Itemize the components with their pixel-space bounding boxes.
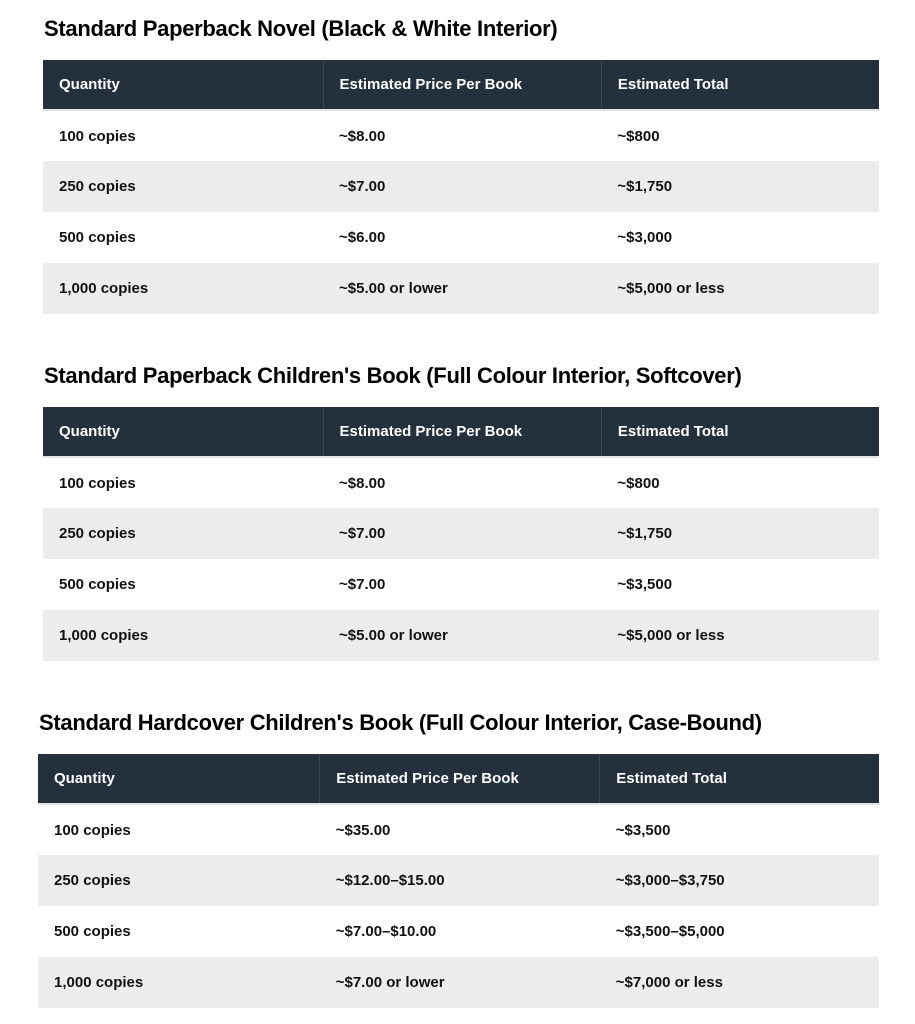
table-row (43, 212, 879, 263)
column-header-quantity: Quantity (43, 407, 323, 457)
cell-price-per-book: ~$5.00 or lower (323, 263, 601, 314)
column-header-total: Estimated Total (601, 60, 879, 110)
cell-total: ~$3,000 (601, 212, 879, 263)
column-header-quantity: Quantity (43, 60, 323, 110)
table-row (43, 559, 879, 610)
cell-total: ~$3,500 (600, 804, 879, 855)
cell-price-per-book: ~$7.00–$10.00 (320, 906, 600, 957)
table-row (43, 508, 879, 559)
cell-price-per-book: ~$7.00 (323, 508, 601, 559)
pricing-table (38, 754, 879, 1008)
cell-quantity: 100 copies (43, 110, 323, 161)
cell-total: ~$7,000 or less (600, 957, 879, 1008)
cell-total: ~$1,750 (601, 161, 879, 212)
section-title: Standard Paperback Novel (Black & White Interior) (44, 16, 558, 41)
column-header-price-per-book: Estimated Price Per Book (323, 60, 601, 110)
cell-quantity: 100 copies (43, 457, 323, 508)
section-title: Standard Paperback Children's Book (Full Colour Interior, Softcover) (44, 363, 742, 388)
cell-price-per-book: ~$7.00 (323, 161, 601, 212)
cell-total: ~$5,000 or less (601, 610, 879, 661)
table-row (43, 263, 879, 314)
table-row (43, 161, 879, 212)
cell-price-per-book: ~$8.00 (323, 457, 601, 508)
pricing-section-hardcover-childrens-book (38, 709, 879, 1008)
cell-price-per-book: ~$7.00 (323, 559, 601, 610)
table-header-row (43, 407, 879, 457)
cell-price-per-book: ~$5.00 or lower (323, 610, 601, 661)
cell-total: ~$800 (601, 457, 879, 508)
pricing-table (43, 60, 879, 314)
table-row (43, 610, 879, 661)
section-title: Standard Hardcover Children's Book (Full Colour Interior, Case-Bound) (39, 710, 762, 735)
cell-quantity: 250 copies (43, 161, 323, 212)
cell-total: ~$800 (601, 110, 879, 161)
cell-total: ~$3,500 (601, 559, 879, 610)
column-header-quantity: Quantity (38, 754, 320, 804)
column-header-total: Estimated Total (600, 754, 879, 804)
cell-total: ~$5,000 or less (601, 263, 879, 314)
cell-quantity: 1,000 copies (43, 610, 323, 661)
cell-price-per-book: ~$35.00 (320, 804, 600, 855)
table-header-row (38, 754, 879, 804)
column-header-price-per-book: Estimated Price Per Book (323, 407, 601, 457)
pricing-section-paperback-novel (43, 15, 879, 314)
cell-total: ~$3,500–$5,000 (600, 906, 879, 957)
column-header-total: Estimated Total (601, 407, 879, 457)
cell-quantity: 500 copies (38, 906, 320, 957)
cell-total: ~$1,750 (601, 508, 879, 559)
cell-quantity: 1,000 copies (43, 263, 323, 314)
cell-quantity: 250 copies (38, 855, 320, 906)
pricing-table (43, 407, 879, 661)
cell-quantity: 500 copies (43, 559, 323, 610)
cell-price-per-book: ~$6.00 (323, 212, 601, 263)
column-header-price-per-book: Estimated Price Per Book (320, 754, 600, 804)
cell-price-per-book: ~$7.00 or lower (320, 957, 600, 1008)
cell-quantity: 250 copies (43, 508, 323, 559)
cell-total: ~$3,000–$3,750 (600, 855, 879, 906)
cell-quantity: 1,000 copies (38, 957, 320, 1008)
table-row (38, 855, 879, 906)
table-row (43, 110, 879, 161)
table-row (38, 804, 879, 855)
table-header-row (43, 60, 879, 110)
pricing-section-paperback-childrens-book (43, 362, 879, 661)
cell-price-per-book: ~$12.00–$15.00 (320, 855, 600, 906)
cell-quantity: 100 copies (38, 804, 320, 855)
cell-quantity: 500 copies (43, 212, 323, 263)
table-row (38, 906, 879, 957)
table-row (38, 957, 879, 1008)
cell-price-per-book: ~$8.00 (323, 110, 601, 161)
table-row (43, 457, 879, 508)
